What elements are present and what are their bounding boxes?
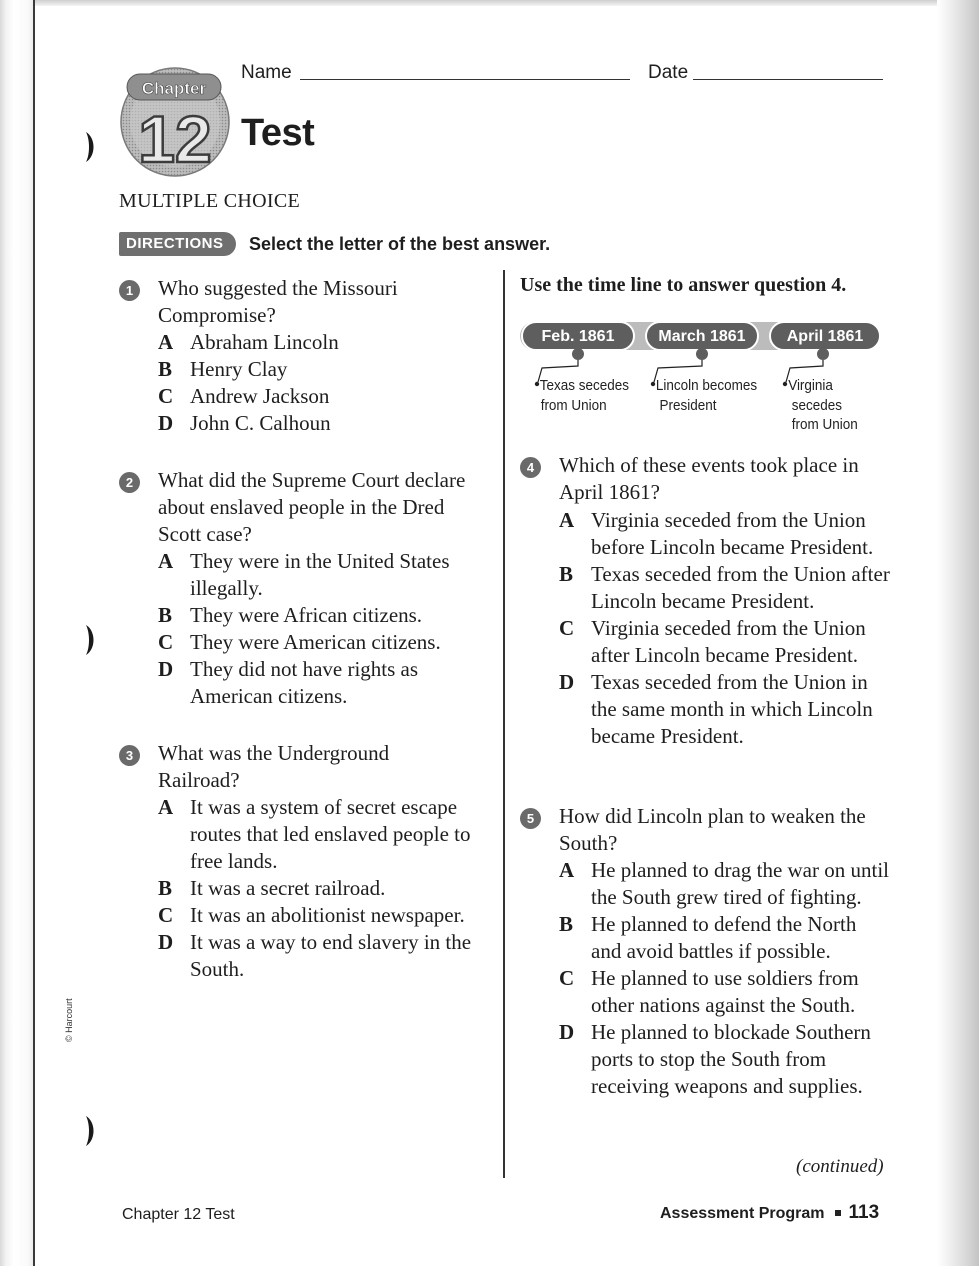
choice-text: Texas seceded from the Union in the same month in which Lincoln became President. [591,670,873,748]
name-label: Name [241,62,292,83]
punch-hole-mark [82,620,98,660]
scan-edge-left [0,0,34,1266]
timeline-instruction: Use the time line to answer question 4. [520,274,847,296]
badge-chapter-word: Chapter [141,79,207,98]
scan-edge-right [937,0,979,1266]
answer-choice[interactable] [158,902,499,929]
choice-letter: D [158,657,174,681]
choice-text: He planned to drag the war on until the South grew tired of fighting. [591,858,889,909]
timeline-event-line: from Union [791,416,858,434]
answer-choice[interactable] [158,929,499,983]
answer-choice[interactable] [559,561,890,615]
timeline [520,318,882,436]
choice-letter: A [559,508,575,532]
question-3 [119,740,499,983]
question-number-badge: 2 [119,472,140,493]
question-4 [520,452,890,750]
question-5 [520,803,890,1100]
timeline-event-line: secedes [791,397,843,415]
answer-choice[interactable] [158,383,489,410]
answer-choice[interactable] [158,548,489,602]
choice-letter: D [158,411,174,435]
choice-letter: A [559,858,575,882]
choice-text: They were American citizens. [190,630,441,654]
choice-text: Henry Clay [190,357,288,381]
question-number-badge: 3 [119,745,140,766]
timeline-marker [696,348,708,360]
choice-text: It was a way to end slavery in the South. [190,930,472,981]
footer-program-label: Assessment Program [660,1205,825,1222]
choice-letter: A [158,549,174,573]
choice-letter: D [559,1020,575,1044]
answer-choice[interactable] [158,629,489,656]
timeline-date: April 1861 [786,328,864,345]
answer-choice[interactable] [158,794,499,875]
continued-note: (continued) [796,1156,884,1177]
choice-text: Virginia seceded from the Union after Lincoln became President. [591,616,866,667]
badge-chapter-number: 12 [138,102,212,176]
timeline-date: Feb. 1861 [541,328,615,345]
punch-hole-mark [82,1110,98,1152]
choice-letter: C [559,966,575,990]
question-2 [119,467,489,710]
answer-choice[interactable] [158,875,499,902]
copyright-notice: © Harcourt [64,998,74,1042]
choice-text: He planned to defend the North and avoid battles if possible. [591,912,857,963]
choice-letter: B [158,357,173,381]
answer-choice[interactable] [158,656,489,710]
bullet-square-icon [835,1210,841,1216]
answer-choice[interactable] [559,669,890,750]
answer-choice[interactable] [158,602,489,629]
choice-letter: A [158,330,174,354]
section-heading: MULTIPLE CHOICE [119,190,300,212]
choice-letter: D [559,670,575,694]
timeline-event-line: Virginia [788,377,833,395]
choice-letter: B [559,912,574,936]
choice-text: He planned to use soldiers from other nations against the South. [591,966,859,1017]
choice-text: Andrew Jackson [190,384,330,408]
choice-letter: B [158,876,173,900]
choice-text: Virginia seceded from the Union before Lincoln became President. [591,508,874,559]
choice-text: Abraham Lincoln [190,330,339,354]
answer-choice[interactable] [559,911,890,965]
question-text: What was the Underground Railroad? [158,741,390,792]
choice-letter: B [158,603,173,627]
choice-letter: C [158,903,174,927]
timeline-marker [817,348,829,360]
choice-text: It was an abolitionist newspaper. [190,903,465,927]
answer-choice[interactable] [559,857,890,911]
choice-text: John C. Calhoun [190,411,331,435]
timeline-event-line: Lincoln becomes [655,377,758,395]
choice-text: He planned to blockade Southern ports to stop the South from receiving weapons and supplies. [591,1020,871,1098]
choice-letter: C [559,616,575,640]
directions-text: Select the letter of the best answer. [249,234,551,254]
scan-edge-top [0,0,979,6]
footer-chapter-label: Chapter 12 Test [122,1206,235,1223]
footer-program [660,1201,879,1226]
chapter-badge [113,62,239,178]
timeline-event-line: Texas secedes [539,377,629,395]
date-label: Date [648,62,689,83]
choice-text: Texas seceded from the Union after Lincoln became President. [591,562,890,613]
question-1 [119,275,489,437]
column-divider [503,270,505,1178]
choice-letter: D [158,930,174,954]
answer-choice[interactable] [158,356,489,383]
answer-choice[interactable] [559,615,890,669]
timeline-date: March 1861 [658,328,746,345]
question-text: How did Lincoln plan to weaken the South? [559,804,866,855]
answer-choice[interactable] [158,329,489,356]
choice-text: It was a system of secret escape routes that led enslaved people to free lands. [190,795,471,873]
question-number-badge: 1 [119,280,140,301]
question-number-badge: 5 [520,808,541,829]
choice-letter: B [559,562,574,586]
timeline-event-line: from Union [540,397,607,415]
choice-letter: A [158,795,174,819]
choice-text: They did not have rights as American citizens. [190,657,419,708]
date-field[interactable] [693,79,883,80]
answer-choice[interactable] [158,410,489,437]
name-field[interactable] [300,79,630,80]
timeline-event-line: President [659,397,717,415]
choice-text: It was a secret railroad. [190,876,386,900]
page-title: Test [241,112,315,154]
directions-badge: DIRECTIONS [119,232,236,256]
binding-line [33,0,35,1266]
page-number: 113 [848,1202,880,1223]
choice-text: They were in the United States illegally. [190,549,450,600]
question-number-badge: 4 [520,457,541,478]
answer-choice[interactable] [559,507,890,561]
answer-choice[interactable] [559,1019,890,1100]
choice-text: They were African citizens. [190,603,423,627]
question-text: What did the Supreme Court declare about enslaved people in the Dred Scott case? [158,468,466,546]
answer-choice[interactable] [559,965,890,1019]
question-text: Who suggested the Missouri Compromise? [158,276,398,327]
punch-hole-mark [82,130,98,164]
choice-letter: C [158,630,174,654]
question-text: Which of these events took place in April 1861? [559,453,859,504]
timeline-marker [572,348,584,360]
choice-letter: C [158,384,174,408]
